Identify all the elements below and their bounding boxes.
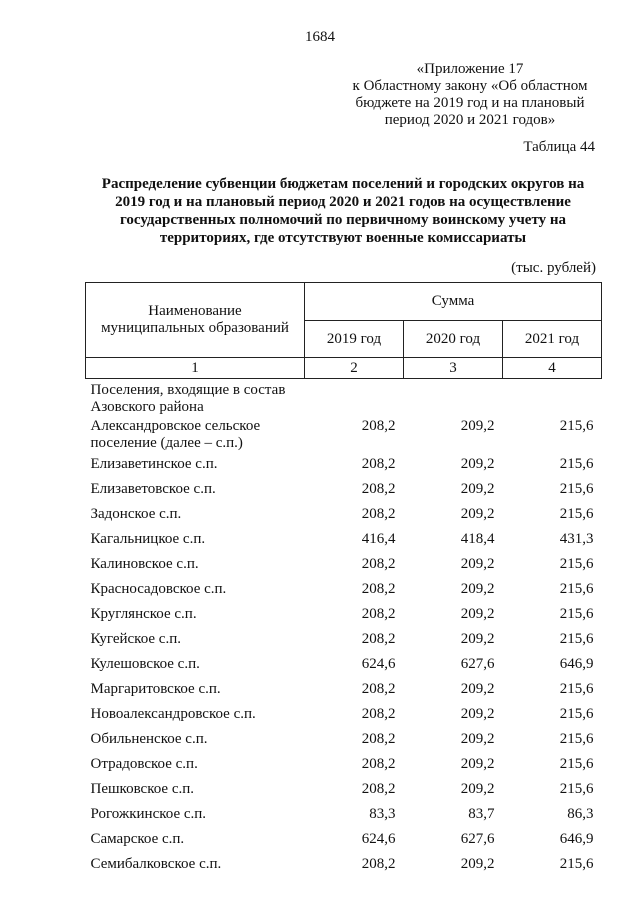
table-row (86, 579, 602, 604)
municipality-name-line: Калиновское с.п. (90, 556, 199, 572)
amount-2019: 416,4 (361, 531, 396, 547)
amount-2021: 646,9 (559, 656, 594, 672)
municipality-name-line: Красносадовское с.п. (90, 581, 227, 597)
municipality-name (86, 604, 305, 629)
amount-2020: 83,7 (468, 806, 495, 822)
amount-2019: 208,2 (361, 456, 396, 472)
column-header-name-line: Наименование (148, 303, 242, 319)
column-header-2020: 2020 год (404, 321, 503, 358)
municipality-name (86, 554, 305, 579)
appendix-reference (330, 61, 610, 129)
municipality-name-line: Пешковское с.п. (90, 781, 195, 797)
amount-2019: 208,2 (361, 506, 396, 522)
municipality-name (86, 804, 305, 829)
amount-2020: 627,6 (460, 831, 495, 847)
group-heading (86, 379, 602, 417)
table-row (86, 604, 602, 629)
page-number: 1684 (305, 29, 335, 45)
amount-2020: 209,2 (460, 781, 495, 797)
column-index: 4 (503, 358, 602, 379)
column-header-name (86, 283, 305, 358)
table-row (86, 729, 602, 754)
table-row (86, 479, 602, 504)
table-row (86, 829, 602, 854)
amount-2020: 418,4 (460, 531, 495, 547)
column-header-2019: 2019 год (305, 321, 404, 358)
municipality-name-line: Рогожкинское с.п. (90, 806, 207, 822)
amount-2021: 215,6 (559, 606, 594, 622)
amount-2021: 215,6 (559, 856, 594, 872)
amount-2021: 215,6 (559, 681, 594, 697)
appendix-line: бюджете на 2019 год и на плановый (355, 95, 585, 111)
column-header-2021: 2021 год (503, 321, 602, 358)
municipality-name-line: Кугейское с.п. (90, 631, 181, 647)
amount-2021: 215,6 (559, 706, 594, 722)
amount-2019: 208,2 (361, 581, 396, 597)
municipality-name-line: Кагальницкое с.п. (90, 531, 206, 547)
table-row (86, 754, 602, 779)
municipality-name-line: Маргаритовское с.п. (90, 681, 221, 697)
municipality-name-line: поселение (далее – с.п.) (90, 435, 243, 451)
subvention-table (85, 282, 602, 879)
municipality-name-line: Кулешовское с.п. (90, 656, 200, 672)
amount-2020: 209,2 (460, 731, 495, 747)
amount-2020: 209,2 (460, 481, 495, 497)
appendix-line: «Приложение 17 (416, 61, 524, 77)
municipality-name (86, 629, 305, 654)
amount-2019: 208,2 (361, 781, 396, 797)
municipality-name-line: Задонское с.п. (90, 506, 182, 522)
amount-2020: 209,2 (460, 631, 495, 647)
table-row (86, 416, 602, 454)
table-row (86, 654, 602, 679)
table-row (86, 504, 602, 529)
appendix-line: к Областному закону «Об областном (352, 78, 588, 94)
column-index: 2 (305, 358, 404, 379)
municipality-name (86, 654, 305, 679)
column-index: 1 (86, 358, 305, 379)
title-line: 2019 год и на плановый период 2020 и 2021 годов на осуществление (115, 194, 571, 210)
municipality-name-line: Семибалковское с.п. (90, 856, 222, 872)
amount-2019: 83,3 (369, 806, 396, 822)
municipality-name (86, 454, 305, 479)
amount-2019: 208,2 (361, 481, 396, 497)
amount-2020: 209,2 (460, 418, 495, 434)
amount-2019: 208,2 (361, 706, 396, 722)
amount-2019: 208,2 (361, 418, 396, 434)
municipality-name (86, 529, 305, 554)
units-label: (тыс. рублей) (511, 260, 596, 276)
column-header-name-line: муниципальных образований (101, 320, 289, 336)
amount-2020: 209,2 (460, 556, 495, 572)
amount-2020: 209,2 (460, 756, 495, 772)
amount-2021: 86,3 (567, 806, 594, 822)
title-line: государственных полномочий по первичному воинскому учету на (119, 212, 567, 228)
amount-2020: 209,2 (460, 581, 495, 597)
amount-2019: 624,6 (361, 656, 396, 672)
amount-2019: 208,2 (361, 756, 396, 772)
table-number: Таблица 44 (523, 139, 595, 155)
group-heading-row (86, 379, 602, 417)
group-heading-line: Азовского района (90, 399, 204, 415)
amount-2021: 215,6 (559, 756, 594, 772)
amount-2021: 215,6 (559, 418, 594, 434)
amount-2021: 646,9 (559, 831, 594, 847)
municipality-name-line: Самарское с.п. (90, 831, 185, 847)
amount-2020: 209,2 (460, 681, 495, 697)
amount-2019: 624,6 (361, 831, 396, 847)
amount-2020: 209,2 (460, 456, 495, 472)
municipality-name (86, 704, 305, 729)
amount-2019: 208,2 (361, 606, 396, 622)
municipality-name (86, 854, 305, 879)
amount-2021: 215,6 (559, 556, 594, 572)
amount-2019: 208,2 (361, 681, 396, 697)
table-row (86, 679, 602, 704)
municipality-name-line: Новоалександровское с.п. (90, 706, 256, 722)
amount-2019: 208,2 (361, 631, 396, 647)
municipality-name-line: Елизаветинское с.п. (90, 456, 218, 472)
table-row (86, 779, 602, 804)
municipality-name (86, 754, 305, 779)
table-row (86, 529, 602, 554)
table-row (86, 854, 602, 879)
column-index: 3 (404, 358, 503, 379)
amount-2021: 215,6 (559, 506, 594, 522)
municipality-name-line: Александровское сельское (90, 418, 261, 434)
municipality-name-line: Обильненское с.п. (90, 731, 208, 747)
table-body (86, 379, 602, 880)
amount-2021: 215,6 (559, 581, 594, 597)
amount-2021: 215,6 (559, 631, 594, 647)
amount-2019: 208,2 (361, 731, 396, 747)
document-title (80, 175, 606, 247)
table-row (86, 454, 602, 479)
amount-2021: 215,6 (559, 781, 594, 797)
municipality-name (86, 504, 305, 529)
title-line: территориях, где отсутствуют военные комиссариаты (159, 230, 527, 246)
municipality-name (86, 679, 305, 704)
column-header-sum: Сумма (305, 283, 602, 321)
municipality-name-line: Елизаветовское с.п. (90, 481, 216, 497)
amount-2020: 209,2 (460, 706, 495, 722)
table-row (86, 704, 602, 729)
table-row (86, 804, 602, 829)
amount-2020: 627,6 (460, 656, 495, 672)
amount-2021: 431,3 (559, 531, 594, 547)
amount-2020: 209,2 (460, 606, 495, 622)
amount-2021: 215,6 (559, 481, 594, 497)
municipality-name (86, 729, 305, 754)
municipality-name (86, 579, 305, 604)
municipality-name-line: Отрадовское с.п. (90, 756, 198, 772)
column-index-row (86, 358, 602, 379)
table-row (86, 554, 602, 579)
municipality-name (86, 829, 305, 854)
title-line: Распределение субвенции бюджетам поселений и городских округов на (101, 176, 585, 192)
amount-2021: 215,6 (559, 731, 594, 747)
municipality-name (86, 479, 305, 504)
table-row (86, 629, 602, 654)
amount-2021: 215,6 (559, 456, 594, 472)
municipality-name-line: Круглянское с.п. (90, 606, 197, 622)
amount-2019: 208,2 (361, 556, 396, 572)
group-heading-line: Поселения, входящие в состав (90, 382, 286, 398)
amount-2020: 209,2 (460, 856, 495, 872)
appendix-line: период 2020 и 2021 годов» (384, 112, 556, 128)
municipality-name (86, 416, 305, 454)
amount-2020: 209,2 (460, 506, 495, 522)
municipality-name (86, 779, 305, 804)
amount-2019: 208,2 (361, 856, 396, 872)
